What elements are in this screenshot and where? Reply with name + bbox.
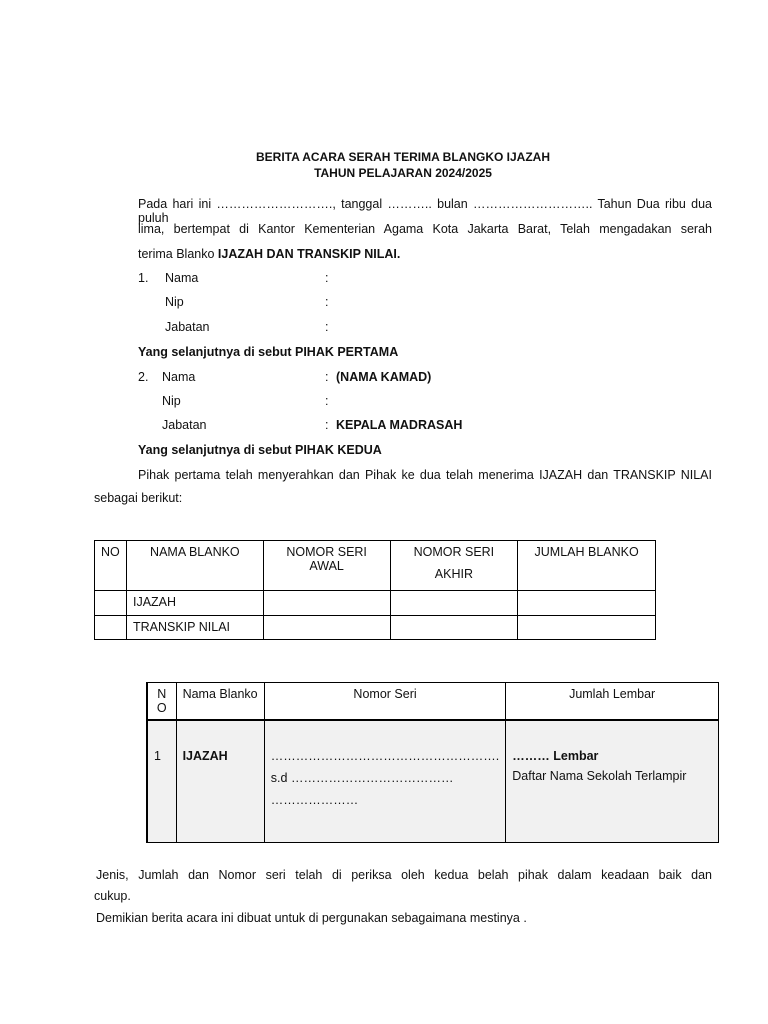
nomor-seri-line3: ………………… (270, 793, 359, 807)
header-nomor-seri: Nomor Seri (264, 683, 505, 721)
header-nama-blanko: NAMA BLANKO (126, 541, 263, 591)
header-nomor-seri-akhir (390, 541, 518, 591)
party1-colon-nama: : (325, 271, 329, 285)
party1-label-nama: Nama (165, 271, 199, 285)
row-nama: IJAZAH (176, 720, 264, 842)
party2-number: 2. (138, 370, 149, 384)
header-no-line1: N (157, 687, 167, 701)
closing-line-2: cukup. (94, 889, 131, 903)
row-nama: TRANSKIP NILAI (126, 616, 263, 640)
row-jumlah-lembar (506, 720, 719, 842)
row-jumlah (518, 591, 656, 616)
jumlah-lembar-line2: Daftar Nama Sekolah Terlampir (512, 769, 687, 783)
party1-designation: Yang selanjutnya di sebut PIHAK PERTAMA (138, 345, 399, 359)
closing-line-3: Demikian berita acara ini dibuat untuk di pergunakan sebagaimana mestinya . (96, 911, 527, 925)
jumlah-lembar-line1: ……… Lembar (512, 749, 599, 763)
header-jumlah-blanko: JUMLAH BLANKO (518, 541, 656, 591)
intro-line-3-bold: IJAZAH DAN TRANSKIP NILAI. (217, 247, 401, 261)
party2-designation: Yang selanjutnya di sebut PIHAK KEDUA (138, 443, 382, 457)
row-nomor-seri (264, 720, 505, 842)
intro-line-3-text: terima Blanko (138, 247, 218, 261)
header-jumlah-lembar: Jumlah Lembar (506, 683, 719, 721)
table-row (95, 616, 656, 640)
nomor-seri-line1: ………………………………………………. (270, 749, 500, 763)
row-akhir (390, 616, 518, 640)
blanko-table (94, 540, 656, 640)
blanko-table-header (95, 541, 656, 591)
party1-colon-nip: : (325, 295, 329, 309)
intro-line-3 (138, 247, 400, 261)
party2-colon-jabatan: : (325, 418, 329, 432)
intro-line-1: Pada hari ini ………………………., tanggal ……….. bulan ……………………….. Tahun Dua ribu dua puluh (138, 197, 712, 225)
row-no (95, 616, 127, 640)
handover-line-1: Pihak pertama telah menyerahkan dan Pihak ke dua telah menerima IJAZAH dan TRANSKIP NILAI (138, 468, 712, 482)
party2-value-jabatan: KEPALA MADRASAH (336, 418, 463, 432)
header-no-line2: O (156, 701, 167, 715)
closing-line-1: Jenis, Jumlah dan Nomor seri telah di periksa oleh kedua belah pihak dalam keadaan baik dan (96, 868, 712, 882)
header-nomor-seri-akhir-line1: NOMOR SERI (413, 545, 495, 559)
party2-colon-nama: : (325, 370, 329, 384)
party2-label-nama: Nama (162, 370, 196, 384)
party2-value-nama: (NAMA KAMAD) (336, 370, 432, 384)
party2-colon-nip: : (325, 394, 329, 408)
header-nomor-seri-akhir-line2: AKHIR (434, 567, 473, 581)
row-akhir (390, 591, 518, 616)
party1-number: 1. (138, 271, 149, 285)
detail-table-header (147, 683, 719, 721)
document-title: BERITA ACARA SERAH TERIMA BLANGKO IJAZAH (256, 150, 550, 164)
document-subtitle: TAHUN PELAJARAN 2024/2025 (314, 166, 492, 180)
table-row (95, 591, 656, 616)
handover-line-2: sebagai berikut: (94, 491, 183, 505)
header-no: NO (95, 541, 127, 591)
row-awal (263, 591, 390, 616)
header-nama-blanko: Nama Blanko (176, 683, 264, 721)
party1-label-jabatan: Jabatan (165, 320, 210, 334)
party2-label-nip: Nip (162, 394, 181, 408)
row-no: 1 (147, 720, 176, 842)
row-no (95, 591, 127, 616)
nomor-seri-line2: s.d ………………………………… (270, 771, 454, 785)
row-jumlah (518, 616, 656, 640)
table-row (147, 720, 719, 842)
party1-label-nip: Nip (165, 295, 184, 309)
row-awal (263, 616, 390, 640)
party1-colon-jabatan: : (325, 320, 329, 334)
header-nomor-seri-awal: NOMOR SERI AWAL (263, 541, 390, 591)
row-nama: IJAZAH (126, 591, 263, 616)
party2-label-jabatan: Jabatan (162, 418, 207, 432)
header-no (147, 683, 176, 721)
intro-line-2: lima, bertempat di Kantor Kementerian Agama Kota Jakarta Barat, Telah mengadakan serah (138, 222, 712, 236)
ijazah-detail-table (146, 682, 719, 843)
